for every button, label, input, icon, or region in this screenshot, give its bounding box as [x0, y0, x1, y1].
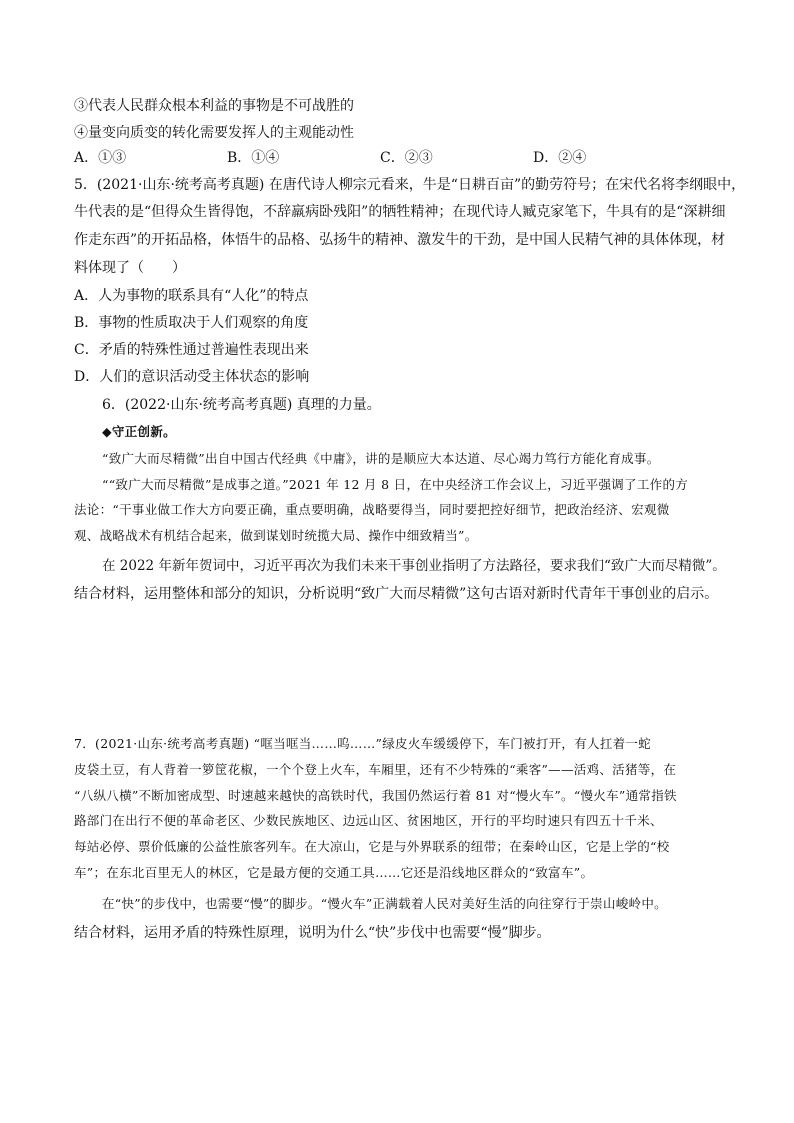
q6-paragraph: 观、战略战术有机结合起来，做到谋划时统揽大局、操作中细致精当”。 — [74, 528, 478, 543]
q6-paragraph: 法论：“干事业做工作大方向要正确，重点要明确，战略要得当，同时要把控好细节，把政治经济、宏观微 — [74, 502, 670, 517]
q4-option-a: A．①③ — [74, 150, 127, 166]
q5-stem-line: 5．(2021·山东·统考高考真题) 在唐代诗人柳宗元看来，牛是“日耕百亩”的勤劳符号；在宋代名将李纲眼中， — [74, 177, 746, 193]
q6-task: 结合材料，运用整体和部分的知识，分析说明“致广大而尽精微”这句古语对新时代青年干事创业的启示。 — [74, 586, 719, 602]
q6-paragraph: ““致广大而尽精微”是成事之道。”2021 年 12 月 8 日，在中央经济工作会议上，习近平强调了工作的方 — [102, 477, 689, 492]
q5-option-c: C．矛盾的特殊性通过普遍性表现出来 — [74, 342, 309, 358]
q7-line: 路部门在出行不便的革命老区、少数民族地区、边远山区、贫困地区，开行的平均时速只有四五十千米、 — [74, 813, 663, 828]
q7-line: 7．(2021·山东·统考高考真题) “哐当哐当……呜……”绿皮火车缓缓停下，车门被打开，有人扛着一蛇 — [74, 736, 652, 751]
q6-paragraph: 在 2022 年新年贺词中，习近平再次为我们未来干事创业指明了方法路径，要求我们“致广大而尽精微”。 — [102, 558, 726, 574]
q7-line: 每站必停、票价低廉的公益性旅客列车。在大凉山，它是与外界联系的纽带；在秦岭山区，它是上学的“校 — [74, 839, 670, 854]
q6-paragraph: “致广大而尽精微”出自中国古代经典《中庸》，讲的是顺应大本达道、尽心竭力笃行方能化育成事。 — [102, 451, 660, 466]
q7-line: 车”；在东北百里无人的林区，它是最方便的交通工具……它还是沿线地区群众的“致富车”。 — [74, 865, 594, 880]
q7-line: 在“快”的步伐中，也需要“慢”的脚步。“慢火车”正满载着人民对美好生活的向往穿行于崇山峻岭中。 — [102, 896, 667, 911]
statement-3: ③代表人民群众根本利益的事物是不可战胜的 — [74, 98, 354, 114]
q5-stem-line: 料体现了（ ） — [74, 260, 186, 276]
q5-stem-line: 牛代表的是“但得众生皆得饱，不辞羸病卧残阳”的牺牲精神；在现代诗人臧克家笔下，牛具有的是“深耕细 — [74, 204, 726, 220]
q5-option-a: A．人为事物的联系具有“人化”的特点 — [74, 288, 309, 304]
q4-option-d: D．②④ — [533, 150, 587, 166]
q7-task: 结合材料，运用矛盾的特殊性原理，说明为什么“快”步伐中也需要“慢”脚步。 — [74, 925, 551, 941]
q7-line: 皮袋土豆，有人背着一箩筐花椒，一个个登上火车，车厢里，还有不少特殊的“乘客”——活鸡、活猪等，在 — [74, 762, 677, 777]
statement-4: ④量变向质变的转化需要发挥人的主观能动性 — [74, 125, 354, 141]
q5-stem-line: 作走东西”的开拓品格，体悟牛的品格、弘扬牛的精神、激发牛的干劲，是中国人民精气神的具体体现，材 — [74, 232, 726, 248]
q5-option-b: B．事物的性质取决于人们观察的角度 — [74, 315, 309, 331]
q4-option-b: B．①④ — [227, 150, 280, 166]
q7-line: “八纵八横”不断加密成型、时速越来越快的高铁时代，我国仍然运行着 81 对“慢火车”。“慢火车”通常指铁 — [74, 788, 677, 803]
q6-subheading: ◆守正创新。 — [102, 424, 176, 439]
q4-option-c: C．②③ — [380, 150, 433, 166]
q6-header: 6．(2022·山东·统考高考真题) 真理的力量。 — [102, 397, 381, 413]
q5-option-d: D．人们的意识活动受主体状态的影响 — [74, 369, 310, 385]
